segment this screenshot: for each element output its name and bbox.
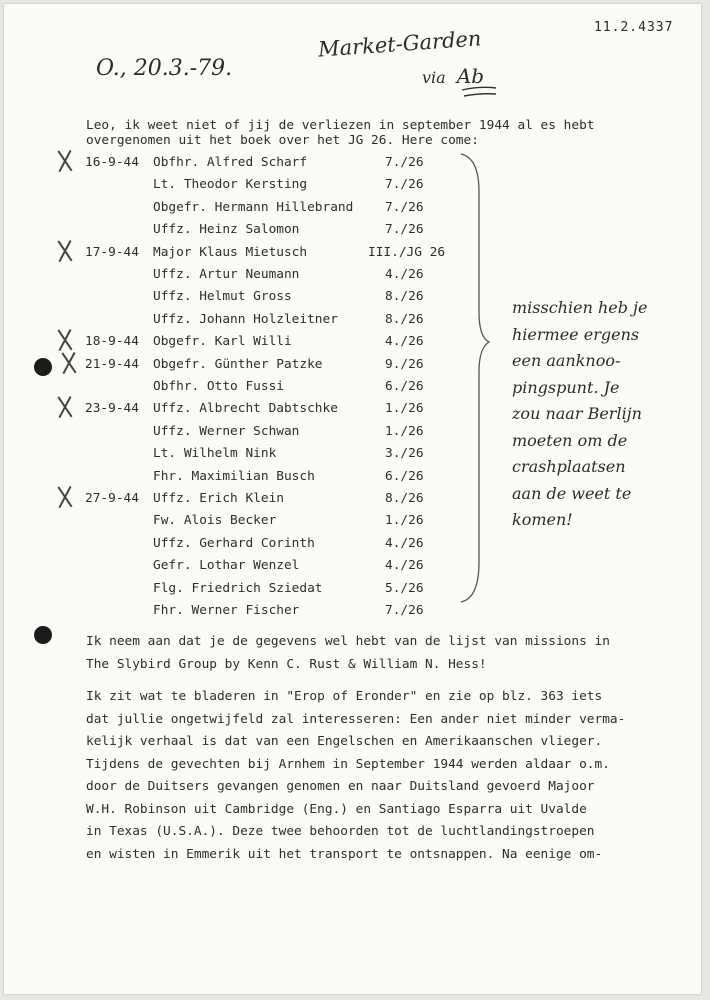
loss-name: Uffz. Heinz Salomon [153,222,300,238]
loss-unit: 6./26 [385,468,424,484]
loss-name: Uffz. Erich Klein [153,491,284,506]
punch-hole-top [34,358,52,376]
loss-row [0,200,710,222]
loss-row [0,558,710,580]
loss-unit: 7./26 [385,155,424,170]
loss-unit: 7./26 [385,603,424,618]
loss-name: Obfhr. Alfred Scharf [153,155,308,170]
loss-unit: 8./26 [385,491,424,506]
loss-name: Uffz. Albrecht Dabtschke [153,401,338,417]
loss-unit: 4./26 [385,558,424,574]
loss-name: Obfhr. Otto Fussi [153,379,284,394]
via-prefix: via [422,68,446,87]
margin-note-line: pingspunt. Je [512,377,620,397]
loss-date: 17-9-44 [85,244,139,260]
loss-row [0,177,710,199]
check-x-mark [58,351,80,375]
loss-date: 27-9-44 [85,491,139,506]
check-x-mark [54,485,76,509]
para2-line: dat jullie ongetwijfeld zal interesseren: Een ander niet minder verma- [86,711,626,727]
loss-unit: 4./26 [385,535,424,551]
loss-name: Uffz. Helmut Gross [153,289,292,305]
loss-unit: 1./26 [385,513,424,529]
para2-line: kelijk verhaal is dat van een Engelschen en Amerikaanschen vlieger. [86,734,603,749]
margin-note-line: misschien heb je [512,298,648,317]
para1-line: Ik neem aan dat je de gegevens wel hebt van de lijst van missions in [86,634,610,649]
loss-row [0,155,710,177]
margin-note-line: komen! [512,510,573,529]
loss-name: Uffz. Werner Schwan [153,423,300,439]
check-x-mark [54,395,76,419]
loss-name: Uffz. Gerhard Corinth [153,535,315,551]
check-x-mark [54,149,76,173]
intro-line-1: Leo, ik weet niet of jij de verliezen in september 1944 al es hebt [86,118,595,133]
loss-name: Fhr. Maximilian Busch [153,468,315,484]
para2-line: Ik zit wat te bladeren in "Erop of Eronder" en zie op blz. 363 iets [86,689,603,704]
para2-line: W.H. Robinson uit Cambridge (Eng.) en Santiago Esparra uit Uvalde [86,801,587,817]
loss-unit: 4./26 [385,267,424,282]
para2-line: en wisten in Emmerik uit het transport te ontsnappen. Na eenige om- [86,846,603,862]
punch-hole-bottom [34,626,52,644]
check-x-mark [54,239,76,263]
loss-unit: 9./26 [385,356,424,372]
loss-date: 23-9-44 [85,401,139,417]
loss-name: Uffz. Johann Holzleitner [153,311,338,327]
paragraph-2 [86,689,666,869]
margin-note-line: hiermee ergens [512,324,640,344]
para1-line: The Slybird Group by Kenn C. Rust & William N. Hess! [86,656,487,672]
loss-name: Flg. Friedrich Sziedat [153,580,323,596]
via-underline [460,84,500,100]
loss-name: Lt. Wilhelm Nink [153,446,277,462]
handwritten-date: O., 20.3.-79. [96,56,233,81]
loss-unit: 5./26 [385,580,424,596]
loss-name: Gefr. Lothar Wenzel [153,558,300,574]
margin-note-line: moeten om de [512,430,628,450]
loss-row [0,222,710,244]
loss-unit: 7./26 [385,222,424,238]
loss-row [0,267,710,289]
loss-row [0,513,710,535]
loss-name: Lt. Theodor Kersting [153,177,308,193]
loss-unit: 6./26 [385,379,424,394]
paragraph-1 [86,634,666,679]
loss-name: Obgefr. Günther Patzke [153,356,323,372]
margin-note-line: aan de weet te [512,483,632,503]
loss-name: Uffz. Artur Neumann [153,267,300,282]
handwritten-title: Market-Garden [317,26,483,62]
archive-number: 11.2.4337 [594,20,674,35]
loss-unit: 8./26 [385,311,424,327]
loss-unit: 7./26 [385,177,424,193]
loss-date: 18-9-44 [85,334,139,350]
curly-brace [455,152,495,607]
via-name: Ab [456,64,485,88]
intro-line-2: overgenomen uit het boek over het JG 26. Here come: [86,133,479,148]
loss-unit: 7./26 [385,199,424,215]
loss-name: Fhr. Werner Fischer [153,603,300,618]
loss-unit: 1./26 [385,423,424,439]
loss-name: Fw. Alois Becker [153,513,277,529]
para2-line: Tijdens de gevechten bij Arnhem in September 1944 werden aldaar o.m. [86,756,610,772]
loss-row [0,536,710,558]
loss-name: Obgefr. Karl Willi [153,334,292,350]
margin-note-line: crashplaatsen [512,457,626,476]
loss-date: 16-9-44 [85,155,139,170]
para2-line: in Texas (U.S.A.). Deze twee behoorden tot de luchtlandingstroepen [86,824,595,839]
loss-row [0,581,710,603]
margin-note-line: zou naar Berlijn [512,404,642,423]
loss-unit: 4./26 [385,334,424,350]
loss-row [0,245,710,267]
check-x-mark [54,328,76,352]
loss-name: Major Klaus Mietusch [153,244,308,260]
loss-date: 21-9-44 [85,356,139,372]
loss-unit: 8./26 [385,289,424,305]
loss-unit: III./JG 26 [368,244,446,260]
loss-row [0,603,710,625]
loss-name: Obgefr. Hermann Hillebrand [153,199,354,215]
para2-line: door de Duitsers gevangen genomen en naar Duitsland gevoerd Majoor [86,779,595,794]
loss-unit: 3./26 [385,446,424,462]
loss-unit: 1./26 [385,401,424,417]
margin-note-line: een aanknoo- [512,351,621,370]
